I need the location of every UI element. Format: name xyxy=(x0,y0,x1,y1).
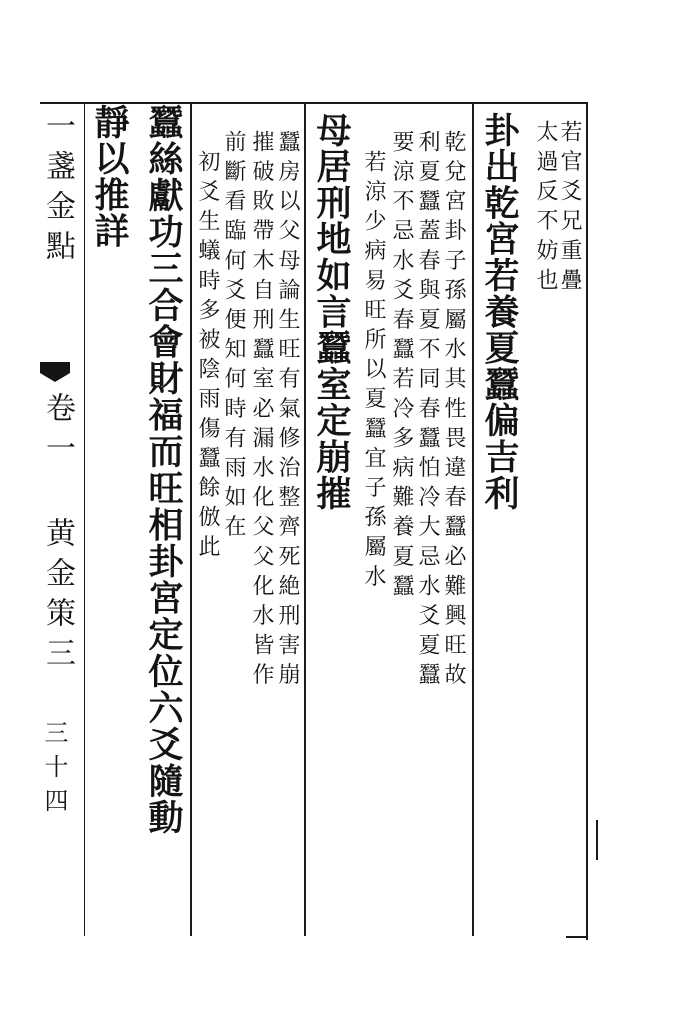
column-divider-2 xyxy=(304,104,306,936)
main-text-column: 靜以推詳 xyxy=(89,104,130,250)
fish-tail-mark xyxy=(40,362,70,382)
note-column: 前斷看臨何爻便知何時有雨如在 xyxy=(221,130,246,545)
note-column: 若涼少病易旺所以夏蠶宜子孫屬水 xyxy=(361,150,386,594)
note-column: 初爻生蟻時多被陰雨傷蠶餘倣此 xyxy=(195,150,220,565)
note-column: 利夏蠶蓋春與夏不同春蠶怕冷大忌水爻夏蠶 xyxy=(415,130,440,693)
bottom-right-mark xyxy=(566,936,588,938)
note-column: 摧破敗帶木自刑蠶室必漏水化父父化水皆作 xyxy=(249,130,274,693)
main-text-column: 卦出乾宮若養夏蠶偏吉利 xyxy=(479,112,520,512)
note-column: 若官爻兄重疊 xyxy=(557,120,582,298)
margin-page-number: 三十四 xyxy=(40,720,68,822)
note-column: 太過反不妨也 xyxy=(533,120,558,298)
margin-chapter: 卷一 黄金策三 xyxy=(40,392,75,677)
main-text-column: 母居刑地如言蠶室定崩摧 xyxy=(311,112,352,512)
right-edge-tick xyxy=(596,820,598,860)
main-text-column: 蠶絲獻功三合會財福而旺相卦宮定位六爻隨動 xyxy=(143,104,184,836)
note-column: 乾兌宮卦子孫屬水其性畏違春蠶必難興旺故 xyxy=(441,130,466,693)
note-column: 蠶房以父母論生旺有氣修治整齊死絶刑害崩 xyxy=(275,130,300,693)
margin-divider xyxy=(84,104,85,936)
column-divider-3 xyxy=(190,104,192,936)
margin-book-title: 一盞金點 xyxy=(40,110,75,270)
column-divider-1 xyxy=(472,104,474,936)
right-frame-line xyxy=(586,102,588,940)
note-column: 要涼不忌水爻春蠶若冷多病難養夏蠶 xyxy=(389,130,414,604)
